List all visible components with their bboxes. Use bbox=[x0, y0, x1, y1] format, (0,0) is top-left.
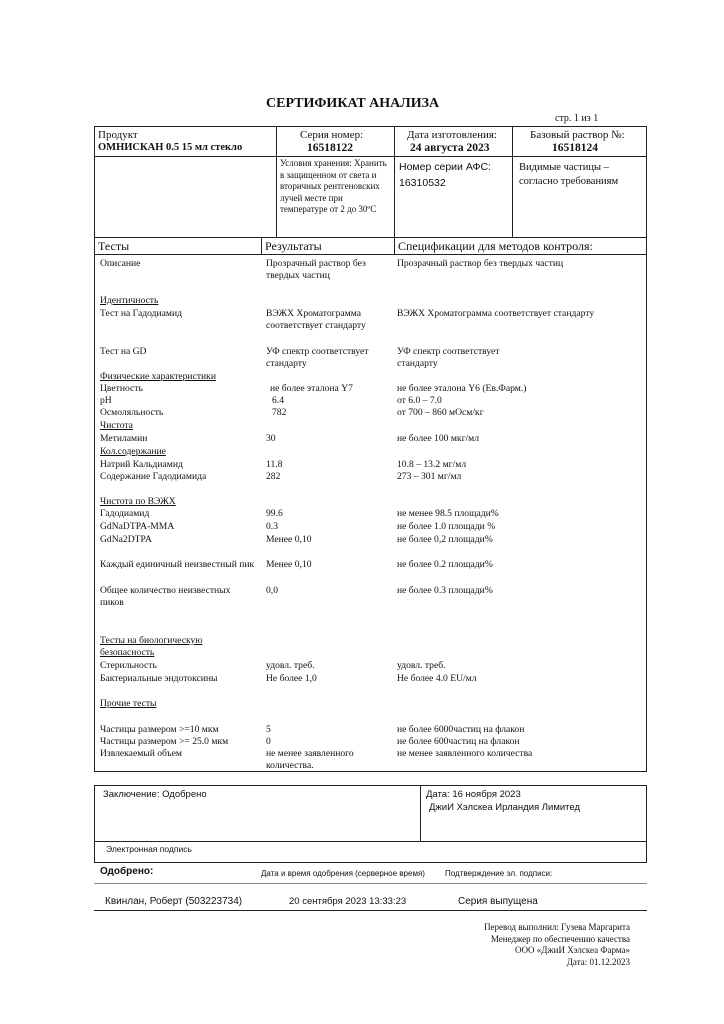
row-gadodiamide-result: ВЭЖХ Хроматограмма соответствует стандарту bbox=[266, 308, 366, 331]
row-dtpa-result: Менее 0,10 bbox=[266, 534, 312, 545]
row-osmolality-spec: от 700 – 860 мОсм/кг bbox=[397, 407, 484, 418]
row-volume-test: Извлекаемый объем bbox=[100, 748, 182, 759]
approver-name: Квинлан, Роберт (503223734) bbox=[105, 896, 243, 907]
product-label: Продукт bbox=[98, 129, 138, 141]
row-ph-test: pH bbox=[100, 395, 112, 406]
row-mma-result: 0.3 bbox=[266, 521, 278, 532]
row-color-spec: не более эталона Y6 (Ев.Фарм.) bbox=[397, 383, 527, 394]
column-tests: Тесты bbox=[98, 239, 130, 253]
row-volume-spec: не менее заявленного количества bbox=[397, 748, 533, 759]
row-gadodiamide-content-test: Содержание Гадодиамида bbox=[100, 471, 207, 482]
translator-line-2: Менеджер по обеспечению качества bbox=[490, 933, 630, 944]
row-sterility-result: удовл. треб. bbox=[266, 660, 315, 671]
section-other-tests: Прочие тесты bbox=[100, 698, 157, 709]
row-methylamine-test: Метиламин bbox=[100, 433, 148, 444]
afs-series-label: Номер серии АФС: bbox=[399, 161, 491, 173]
header-right-border bbox=[646, 126, 647, 771]
section-hplc-purity: Чистота по ВЭЖХ bbox=[100, 496, 176, 507]
row-particles-25-result: 0 bbox=[266, 736, 271, 747]
approval-status: Серия выпущена bbox=[458, 896, 538, 907]
columns-divider-1 bbox=[261, 237, 262, 254]
row-gd-test: Тест на GD bbox=[100, 346, 147, 357]
row-caldiamide-spec: 10.8 – 13.2 мг/мл bbox=[397, 459, 467, 470]
conclusion-right-border bbox=[646, 785, 647, 863]
approval-datetime-label: Дата и время одобрения (серверное время) bbox=[261, 869, 425, 878]
row-dtpa-spec: не более 0,2 площади% bbox=[397, 534, 493, 545]
header-col-divider-2 bbox=[394, 126, 395, 237]
row-particles-25-test: Частицы размером >= 25.0 мкм bbox=[100, 736, 229, 747]
page-number: стр. 1 из 1 bbox=[555, 113, 599, 124]
row-ph-result: 6.4 bbox=[272, 395, 284, 406]
electronic-signature-label: Электронная подпись bbox=[106, 844, 192, 854]
row-particles-25-spec: не более 600частиц на флакон bbox=[397, 736, 520, 747]
conclusion-left-border bbox=[94, 785, 95, 863]
row-volume-result: не менее заявленного количества. bbox=[266, 748, 354, 771]
approval-label: Одобрено: bbox=[100, 866, 154, 877]
header-col-divider-3 bbox=[512, 126, 513, 237]
approval-datetime: 20 сентября 2023 13:33:23 bbox=[289, 896, 407, 907]
row-caldiamide-result: 11.8 bbox=[266, 459, 283, 470]
row-single-unknown-spec: не более 0.2 площади% bbox=[397, 559, 493, 570]
row-description-result: Прозрачный раствор без твердых частиц bbox=[266, 258, 366, 281]
row-dtpa-test: GdNa2DTPA bbox=[100, 534, 152, 545]
row-gadodiamide-content-result: 282 bbox=[266, 471, 281, 482]
row-gadodiamide-content-spec: 273 – 301 мг/мл bbox=[397, 471, 462, 482]
column-results: Результаты bbox=[265, 239, 322, 253]
row-osmolality-test: Осмоляльность bbox=[100, 407, 164, 418]
conclusion-top-border bbox=[94, 785, 647, 786]
afs-series-value: 16310532 bbox=[399, 177, 446, 189]
row-osmolality-result: 782 bbox=[272, 407, 287, 418]
row-gadodiamide-purity-result: 99.6 bbox=[266, 508, 283, 519]
section-content: Кол.содержание bbox=[100, 446, 166, 457]
row-total-unknown-result: 0,0 bbox=[266, 585, 278, 596]
row-endotoxins-spec: Не более 4.0 EU/мл bbox=[397, 673, 477, 684]
row-particles-10-result: 5 bbox=[266, 724, 271, 735]
translator-line-3: ООО «ДжиИ Хэлскеа Фарма» bbox=[515, 945, 630, 955]
row-single-unknown-test: Каждый единичный неизвестный пик bbox=[100, 559, 255, 570]
row-mma-spec: не более 1.0 площади % bbox=[397, 521, 496, 532]
columns-divider-2 bbox=[394, 237, 395, 254]
product-value: ОМНИСКАН 0.5 15 мл стекло bbox=[98, 142, 243, 153]
conclusion-company: ДжиИ Хэлскеа Ирландия Лимитед bbox=[429, 802, 581, 813]
row-gd-spec: УФ спектр соответствует стандарту bbox=[397, 346, 500, 369]
results-bottom-border bbox=[94, 771, 647, 772]
row-gadodiamide-purity-spec: не менее 98.5 площади% bbox=[397, 508, 499, 519]
row-endotoxins-test: Бактериальные эндотоксины bbox=[100, 673, 218, 684]
header-row-divider bbox=[94, 156, 647, 157]
manufacture-date-label: Дата изготовления: bbox=[407, 129, 497, 141]
row-particles-10-spec: не более 6000частиц на флакон bbox=[397, 724, 525, 735]
approval-bottom-border bbox=[94, 910, 647, 911]
section-identity: Идентичность bbox=[100, 295, 159, 306]
row-methylamine-result: 30 bbox=[266, 433, 276, 444]
row-particles-10-test: Частицы размером >=10 мкм bbox=[100, 724, 219, 735]
row-methylamine-spec: не более 100 мкг/мл bbox=[397, 433, 480, 444]
row-gadodiamide-spec: ВЭЖХ Хроматограмма соответствует стандарту bbox=[397, 308, 595, 319]
section-purity: Чистота bbox=[100, 420, 133, 431]
row-description-spec: Прозрачный раствор без твердых частиц bbox=[397, 258, 564, 269]
conclusion-divider bbox=[420, 785, 421, 842]
visible-particles: Видимые частицы – согласно требованиям bbox=[519, 162, 619, 187]
series-label: Серия номер: bbox=[300, 129, 364, 141]
row-ph-spec: от 6.0 – 7.0 bbox=[397, 395, 442, 406]
header-left-border bbox=[94, 126, 95, 771]
translator-block bbox=[484, 922, 630, 968]
conclusion-bottom-border bbox=[94, 862, 647, 863]
row-color-result: не более эталона Y7 bbox=[270, 383, 353, 394]
section-physical: Физические характеристики bbox=[100, 371, 216, 382]
row-gadodiamide-purity-test: Гадодиамид bbox=[100, 508, 150, 519]
row-gadodiamide-test: Тест на Гадодиамид bbox=[100, 308, 182, 319]
manufacture-date-value: 24 августа 2023 bbox=[410, 142, 490, 154]
columns-bottom-border bbox=[94, 254, 647, 255]
row-caldiamide-test: Натрий Кальдиамид bbox=[100, 459, 183, 470]
translator-line-1: Перевод выполнил: Гузева Маргарита bbox=[484, 922, 630, 932]
translator-line-4: Дата: 01.12.2023 bbox=[566, 956, 630, 967]
header-top-border bbox=[94, 126, 647, 127]
row-gd-result: УФ спектр соответствует стандарту bbox=[266, 346, 369, 369]
series-value: 16518122 bbox=[307, 142, 353, 154]
column-specs: Спецификации для методов контроля: bbox=[398, 239, 593, 253]
section-bio-safety: Тесты на биологическую безопасность bbox=[100, 635, 203, 658]
row-sterility-spec: удовл. треб. bbox=[397, 660, 446, 671]
conclusion-label: Заключение: Одобрено bbox=[103, 789, 207, 800]
approval-divider bbox=[94, 883, 647, 884]
row-sterility-test: Стерильность bbox=[100, 660, 157, 671]
approval-confirm-label: Подтверждение эл. подписи: bbox=[445, 869, 553, 878]
row-total-unknown-test: Общее количество неизвестных пиков bbox=[100, 585, 231, 608]
row-description-test: Описание bbox=[100, 258, 141, 269]
conclusion-mid-line bbox=[94, 841, 647, 842]
row-total-unknown-spec: не более 0.3 площади% bbox=[397, 585, 493, 596]
page-title: СЕРТИФИКАТ АНАЛИЗА bbox=[266, 96, 440, 111]
base-solution-label: Базовый раствор №: bbox=[530, 129, 625, 141]
conclusion-date: Дата: 16 ноября 2023 bbox=[426, 789, 521, 800]
header-bottom-border bbox=[94, 237, 647, 238]
row-color-test: Цветность bbox=[100, 383, 143, 394]
row-endotoxins-result: Не более 1,0 bbox=[266, 673, 317, 684]
row-mma-test: GdNaDTPA-MMA bbox=[100, 521, 175, 532]
row-single-unknown-result: Менее 0,10 bbox=[266, 559, 312, 570]
base-solution-value: 16518124 bbox=[552, 142, 598, 154]
header-col-divider-1 bbox=[276, 126, 277, 237]
storage-conditions: Условия хранения: Хранить в защищенном от света и вторичных рентгеновских лучей месте при температуре от 2 до 30ºС bbox=[280, 158, 387, 214]
